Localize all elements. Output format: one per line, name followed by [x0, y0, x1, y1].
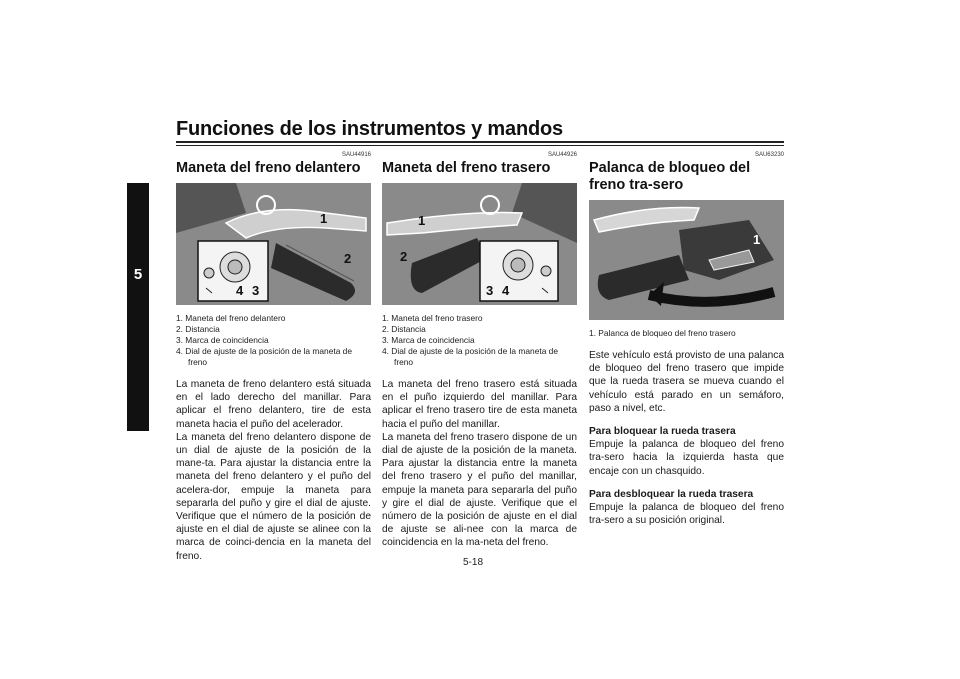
callout-1: 1	[418, 213, 426, 228]
caption-item: 2. Distancia	[176, 324, 220, 334]
caption-item: 4. Dial de ajuste de la posición de la maneta de freno	[176, 346, 352, 367]
paragraph: La maneta del freno delantero dispone de un dial de ajuste de la posición de la mane-ta. Para ajustar la distancia entre la maneta del freno delantero y el puño del acelera-dor, empuje la maneta para separarla del puño y gire el dial de ajuste. Verifique que el número de la posición de ajuste en el dial de ajuste se alinee con la marca de coinci-dencia en la maneta del freno.	[176, 431, 371, 562]
callout-4: 4	[502, 283, 510, 298]
section-front-brake	[176, 152, 371, 563]
front-brake-illustration	[176, 183, 371, 305]
callout-3: 3	[486, 283, 494, 298]
header-rule-thin	[176, 145, 784, 146]
caption-item: 4. Dial de ajuste de la posición de la maneta de freno	[382, 346, 558, 367]
figure-captions	[382, 313, 577, 368]
subsection-heading: Para desbloquear la rueda trasera	[589, 488, 754, 500]
section-body	[589, 349, 784, 527]
callout-4: 4	[236, 283, 244, 298]
section-rear-brake-lock	[589, 152, 784, 527]
caption-item: 3. Marca de coincidencia	[176, 335, 269, 345]
caption-item: 1. Maneta del freno trasero	[382, 313, 483, 323]
callout-3: 3	[252, 283, 260, 298]
paragraph: Este vehículo está provisto de una palanca de bloqueo del freno trasero que impide que la rueda trasera se mueva cuando el vehículo está parado en un semáforo, paso a nivel, etc.	[589, 350, 784, 414]
callout-1: 1	[753, 232, 761, 247]
header-rule	[176, 141, 784, 143]
section-title: Maneta del freno delantero	[176, 160, 361, 176]
caption-item: 1. Maneta del freno delantero	[176, 313, 286, 323]
chapter-tab	[127, 183, 149, 431]
figure-rear-brake-lever	[382, 183, 577, 305]
rear-brake-illustration	[382, 183, 577, 305]
chapter-number: 5	[133, 266, 143, 283]
section-code: SAU44916	[341, 152, 371, 158]
caption-item: 2. Distancia	[382, 324, 426, 334]
brake-lock-illustration	[589, 200, 784, 320]
paragraph: Empuje la palanca de bloqueo del freno tra-sero hacia la izquierda hasta que encaje con un chasquido.	[589, 439, 784, 477]
callout-2: 2	[400, 249, 408, 264]
page-number: 5-18	[463, 557, 484, 568]
figure-captions	[176, 313, 371, 368]
paragraph: La maneta de freno delantero está situada en el lado derecho del manillar. Para aplicar el freno delantero, tire de esta maneta hacia el puño del acelerador.	[176, 379, 371, 430]
section-title: Palanca de bloqueo del freno tra-sero	[589, 160, 751, 193]
callout-1: 1	[320, 211, 328, 226]
figure-front-brake-lever	[176, 183, 371, 305]
section-code: SAU63230	[754, 152, 784, 158]
figure-rear-brake-lock-lever	[589, 200, 784, 320]
page-header-title: Funciones de los instrumentos y mandos	[176, 118, 563, 140]
section-body	[382, 378, 577, 550]
paragraph: La maneta del freno trasero está situada en el puño izquierdo del manillar. Para aplicar el freno trasero tire de esta maneta hacia el puño del manillar.	[382, 379, 577, 430]
section-title: Maneta del freno trasero	[382, 160, 551, 176]
caption-item: 1. Palanca de bloqueo del freno trasero	[589, 328, 736, 338]
callout-2: 2	[344, 251, 352, 266]
section-code: SAU44926	[547, 152, 577, 158]
paragraph: Empuje la palanca de bloqueo del freno tra-sero a su posición original.	[589, 502, 784, 527]
caption-item: 3. Marca de coincidencia	[382, 335, 475, 345]
paragraph: La maneta del freno trasero dispone de un dial de ajuste de la posición de la maneta. Para ajustar la distancia entre la maneta del freno trasero y el puño del manillar, empuje la maneta para separarla del puño y gire el dial de ajuste. Verifique que el número de la posición de ajuste en el dial de ajuste se ali-nee con la marca de coincidencia en la ma-neta del freno.	[382, 431, 577, 549]
section-rear-brake	[382, 152, 577, 550]
subsection-heading: Para bloquear la rueda trasera	[589, 426, 736, 438]
figure-captions	[589, 328, 784, 339]
section-body	[176, 378, 371, 563]
